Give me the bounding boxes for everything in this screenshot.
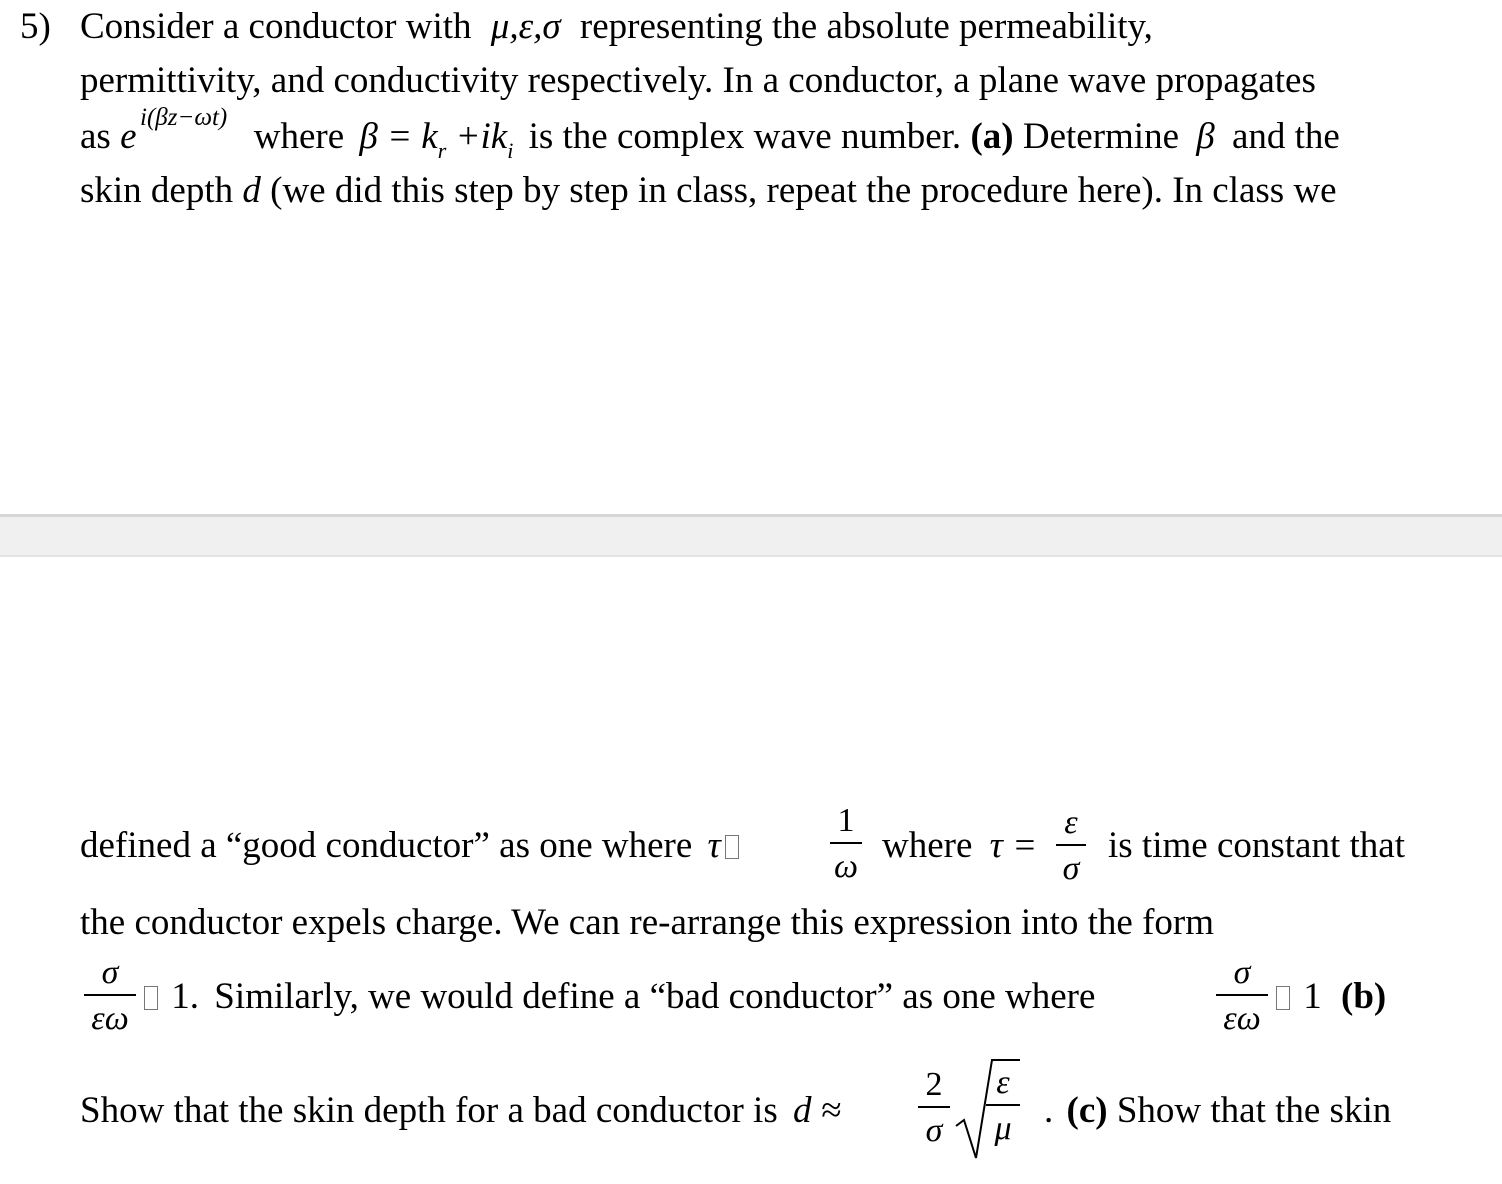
- line8-d-approx: d ≈: [792, 1090, 842, 1131]
- line-5: [80, 827, 743, 864]
- line7-one: 1.: [171, 976, 199, 1017]
- fraction-sigma-over-eps-omega-2: σ εω: [1216, 956, 1268, 1036]
- line8-dot: .: [1044, 1090, 1054, 1131]
- line5-tau-eq: τ =: [989, 825, 1038, 866]
- line7-text: Similarly, we would define a “bad conductor” as one where: [214, 976, 1096, 1017]
- line7-one2: 1: [1303, 976, 1322, 1017]
- line3-determine: Determine: [1022, 116, 1179, 157]
- line1-text-b: representing the absolute permeability,: [579, 6, 1153, 47]
- line-3: [80, 118, 1340, 162]
- part-c-label: (c): [1066, 1090, 1108, 1131]
- line-6: the conductor expels charge. We can re-arrange this expression into the form: [80, 902, 1215, 943]
- missing-glyph-box: [725, 835, 739, 859]
- line3-beta-eq: β = k: [359, 116, 438, 157]
- line1-text-a: Consider a conductor with: [80, 6, 472, 47]
- line3-where: where: [253, 116, 345, 157]
- line4-text-b: (we did this step by step in class, repeat the procedure here). In class we: [270, 170, 1337, 211]
- line5-text-b: is time constant that: [1108, 825, 1405, 866]
- line3-and-the: and the: [1231, 116, 1340, 157]
- line5-text-a: defined a “good conductor” as one where: [80, 825, 693, 866]
- fraction-two-over-sigma: 2 σ: [918, 1068, 950, 1148]
- line-2: permittivity, and conductivity respectively. In a conductor, a plane wave propagates: [80, 60, 1316, 101]
- line-1: [80, 8, 1153, 45]
- line3-as: as: [80, 116, 111, 157]
- line3-e: e: [120, 116, 137, 157]
- line4-d: d: [242, 170, 261, 211]
- line3-sub-r: r: [437, 138, 447, 163]
- line-7: [140, 978, 1095, 1015]
- fraction-eps-over-sigma: ε σ: [1056, 806, 1086, 886]
- line8-end: [1044, 1092, 1391, 1129]
- fraction-one-over-omega: 1 ω: [830, 804, 862, 884]
- fraction-eps-over-mu: ε μ: [986, 1066, 1020, 1146]
- exponent: i(βz−ωt): [140, 104, 228, 131]
- missing-glyph-box: [1276, 986, 1290, 1010]
- part-a-label: (a): [970, 116, 1014, 157]
- page-break-divider: [0, 514, 1502, 557]
- line3-beta: β: [1196, 116, 1215, 157]
- line8-text-b: Show that the skin: [1116, 1090, 1392, 1131]
- line3-plus-ik: +ik: [455, 116, 508, 157]
- fraction-sigma-over-eps-omega-1: σ εω: [84, 956, 136, 1036]
- line7-end: [1272, 978, 1386, 1015]
- line1-vars: μ,ε,σ: [490, 6, 561, 47]
- problem-number: 5): [20, 6, 51, 47]
- line-8: [80, 1092, 841, 1129]
- line5-where: where τ =: [882, 825, 1038, 866]
- line5-tau: τ: [707, 825, 721, 866]
- line-4: [80, 172, 1337, 209]
- part-b-label: (b): [1341, 976, 1387, 1017]
- line8-text-a: Show that the skin depth for a bad conductor is: [80, 1090, 778, 1131]
- line3-rest: is the complex wave number.: [528, 116, 962, 157]
- line4-text-a: skin depth: [80, 170, 234, 211]
- line3-sub-i: i: [507, 138, 514, 163]
- missing-glyph-box: [144, 986, 158, 1010]
